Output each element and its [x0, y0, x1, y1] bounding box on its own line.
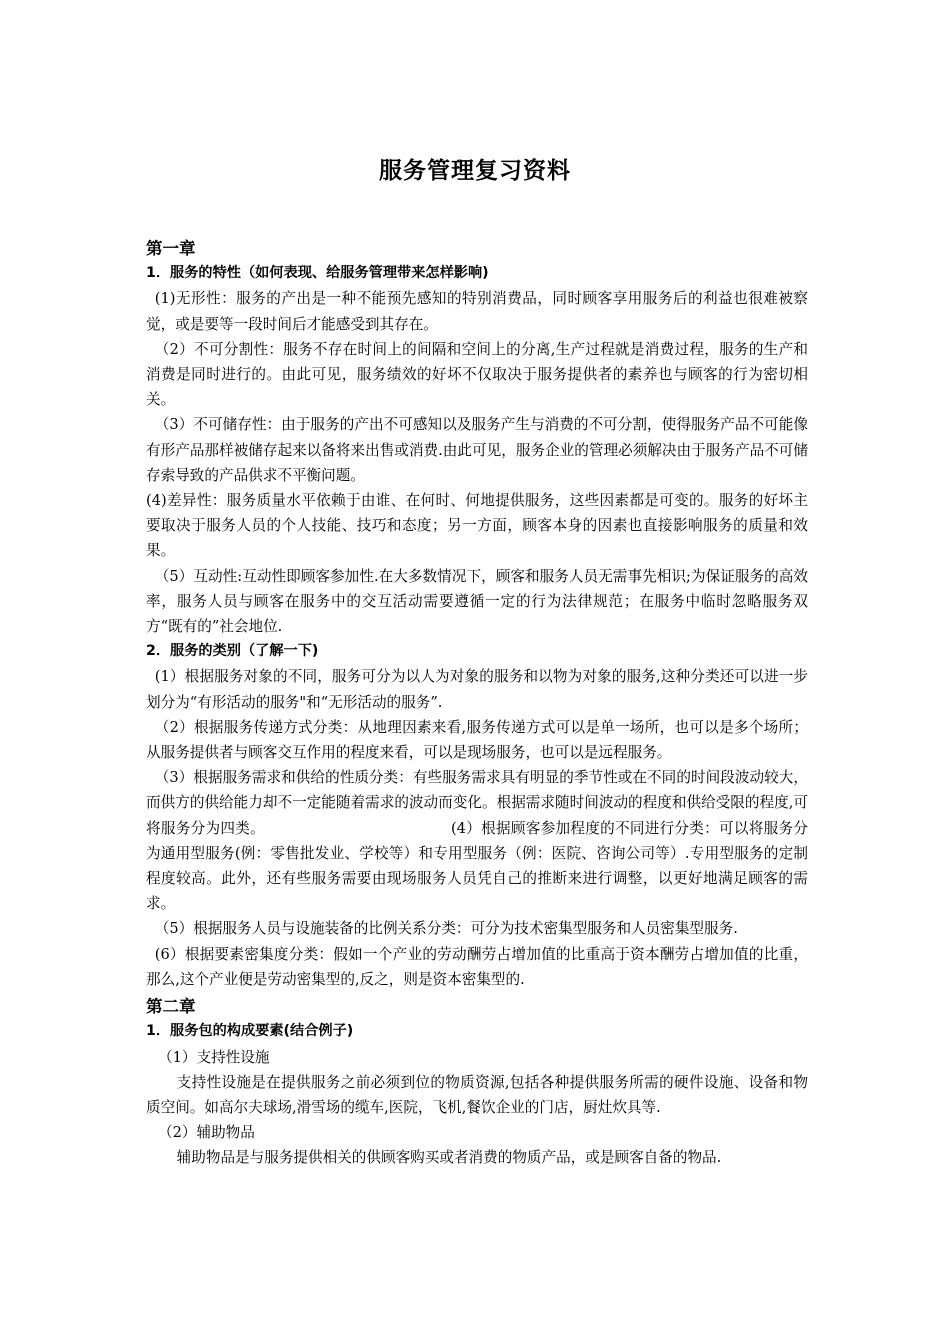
paragraph-heterogeneity: (4)差异性：服务质量水平依赖于由谁、在何时、何地提供服务，这些因素都是可变的。服务的好坏主要取决于服务人员的个人技能、技巧和态度；另一方面，顾客本身的因素也直接影响服务的质量和效果。	[146, 492, 808, 560]
item-facilitating-goods-text: 辅助物品是与服务提供相关的供顾客购买或者消费的物质产品，或是顾客自备的物品.	[176, 1149, 722, 1167]
paragraph-factor-intensity: (6）根据要素密集度分类：假如一个产业的劳动酬劳占增加值的比重高于资本酬劳占增加值的比重，那么,这个产业便是劳动密集型的,反之，则是资本密集型的.	[146, 945, 808, 988]
paragraph-service-object: (1）根据服务对象的不同，服务可分为以人为对象的服务和以物为对象的服务,这种分类还可以进一步划分为“有形活动的服务"和“无形活动的服务”.	[146, 668, 808, 711]
paragraph-inseparability: （2）不可分割性：服务不存在时间上的间隔和空间上的分离,生产过程就是消费过程，服务的生产和消费是同时进行的。由此可见，服务绩效的好坏不仅取决于服务提供者的素养也与顾客的行为密切相关。	[146, 340, 808, 409]
chapter-1-question-1-heading: 1．服务的特性（如何表现、给服务管理带来怎样影响)	[146, 265, 489, 282]
paragraph-staff-equipment-ratio: （5）根据服务人员与设施装备的比例关系分类：可分为技术密集型服务和人员密集型服务.	[154, 920, 738, 938]
item-supporting-facilities-text: 支持性设施是在提供服务之前必须到位的物质资源,包括各种提供服务所需的硬件设施、设备和物质空间。如高尔夫球场,滑雪场的缆车,医院，飞机,餐饮企业的门店，厨灶炊具等.	[146, 1073, 808, 1116]
document-title: 服务管理复习资料	[379, 158, 571, 184]
chapter-1-question-2-heading: 2．服务的类别（了解一下)	[146, 643, 319, 660]
chapter-1-heading: 第一章	[146, 239, 196, 258]
paragraph-perishability: （3）不可储存性：由于服务的产出不可感知以及服务产生与消费的不可分割，使得服务产品不可能像有形产品那样被储存起来以备将来出售或消费.由此可见，服务企业的管理必须解决由于服务产品不可储存索导致的产品供求不平衡问题。	[146, 416, 808, 484]
chapter-2-question-1-heading: 1．服务包的构成要素(结合例子)	[146, 1023, 354, 1040]
item-facilitating-goods-label: （2）辅助物品	[158, 1124, 255, 1142]
chapter-2-heading: 第二章	[146, 997, 196, 1017]
item-supporting-facilities-label: （1）支持性设施	[158, 1048, 270, 1066]
paragraph-intangibility: (1)无形性：服务的产出是一种不能预先感知的特别消费品，同时顾客享用服务后的利益也很难被察觉，或是要等一段时间后才能感受到其存在。	[146, 290, 808, 333]
paragraph-delivery-method: （2）根据服务传递方式分类：从地理因素来看,服务传递方式可以是单一场所，也可以是多个场所；从服务提供者与顾客交互作用的程度来看，可以是现场服务，也可以是远程服务。	[146, 718, 808, 762]
paragraph-demand-supply: （3）根据服务需求和供给的性质分类：有些服务需求具有明显的季节性或在不同的时间段波动较大，而供方的供给能力却不一定能随着需求的波动而变化。根据需求随时间波动的程度和供给受限的程度,可将服务分为四类。 (4）根据顾客参加程度的不同进行分类：可以将服务分为通用型服务(例：零售批发业、学校等）和专用型服务（例：医院、咨询公司等）.专用型服务的定制程度较高。此外，还有些服务需要由现场服务人员凭自己的推断来进行调整，以更好地满足顾客的需求。	[146, 769, 808, 913]
document-body	[146, 234, 808, 1171]
paragraph-interactivity: （5）互动性:互动性即顾客参加性.在大多数情况下，顾客和服务人员无需事先相识;为保证服务的高效率，服务人员与顾客在服务中的交互活动需要遵循一定的行为法律规范；在服务中临时忽略服务双方“既有的”社会地位.	[146, 567, 808, 636]
